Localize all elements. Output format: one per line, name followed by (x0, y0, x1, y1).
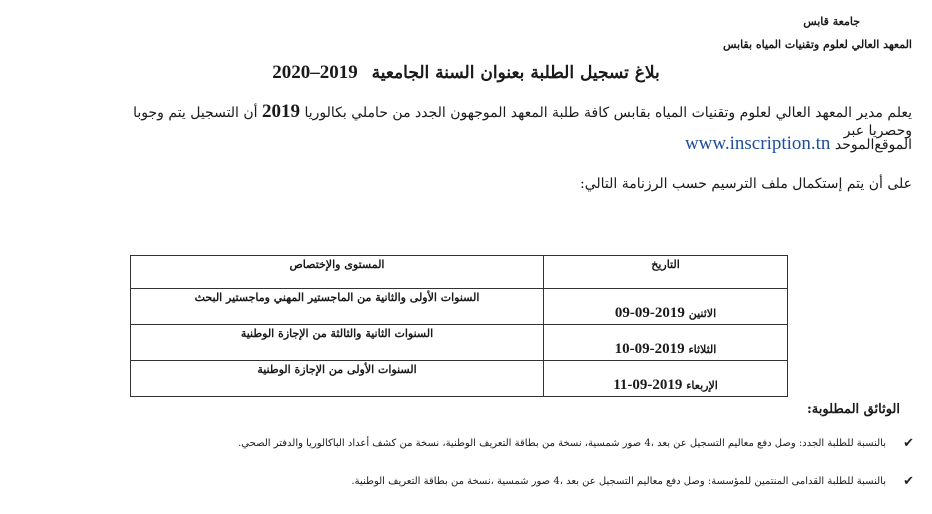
level-cell: السنوات الأولى والثانية من الماجستير المهني وماجستير البحث (131, 289, 544, 325)
title-text: بلاغ تسجيل الطلبة بعنوان السنة الجامعية (371, 63, 660, 83)
checkmark-icon: ✔ (903, 436, 914, 451)
paragraph-end: أن التسجيل يتم وجوبا وحصريا عبر (133, 105, 912, 139)
university-name: جامعة قابس (803, 15, 860, 28)
table-row (131, 289, 788, 325)
table-row (131, 361, 788, 397)
date-value: 10-09-2019 (614, 341, 685, 357)
documents-heading: الوثائق المطلوبة: (806, 402, 900, 417)
paragraph-start: يعلم مدير المعهد العالي لعلوم وتقنيات المياه بقابس كافة طلبة المعهد الموجهون الجدد من حاملي بكالوريا (304, 105, 912, 121)
day-name: الاثنين (688, 307, 717, 320)
site-label: الموقع‌الموحد (834, 137, 912, 153)
title-year: 2019–2020 (272, 62, 358, 83)
date-cell (544, 289, 788, 325)
date-cell (544, 361, 788, 397)
institute-name: المعهد العالي لعلوم وتقنيات المياه بقابس (723, 38, 912, 51)
header-level: المستوى والإختصاص (131, 256, 544, 289)
table-header-row (131, 256, 788, 289)
day-name: الإربعاء (686, 379, 718, 392)
header-date: التاريخ (544, 256, 788, 289)
page-title (0, 62, 932, 84)
baccalaureate-year: 2019 (262, 101, 301, 122)
date-value: 09-09-2019 (614, 305, 685, 321)
date-value: 11-09-2019 (613, 377, 683, 393)
website-link[interactable]: www.inscription.tn (684, 133, 831, 154)
schedule-table (130, 255, 788, 397)
schedule-intro: على أن يتم إستكمال ملف الترسيم حسب الرزنامة التالي: (580, 176, 912, 192)
list-item-text: بالنسبة للطلبة الجدد: وصل دفع معاليم التسجيل عن بعد ،4 صور شمسية، نسخة من بطاقة التعريف الوطنية، نسخة من كشف أعداد الباكالوريا والدفتر الصحي. (238, 438, 886, 449)
checkmark-icon: ✔ (903, 474, 914, 489)
level-cell: السنوات الأولى من الإجازة الوطنية (131, 361, 544, 397)
list-item (154, 475, 914, 489)
list-item (154, 437, 914, 451)
announcement-paragraph-line2 (675, 133, 912, 156)
list-item-text: بالنسبة للطلبة القدامى المنتمين للمؤسسة: وصل دفع معاليم التسجيل عن بعد ،4 صور شمسية ،نسخة من بطاقة التعريف الوطنية. (351, 476, 886, 487)
table-row (131, 325, 788, 361)
date-cell (544, 325, 788, 361)
day-name: الثلاثاء (688, 343, 717, 356)
level-cell: السنوات الثانية والثالثة من الإجازة الوطنية (131, 325, 544, 361)
